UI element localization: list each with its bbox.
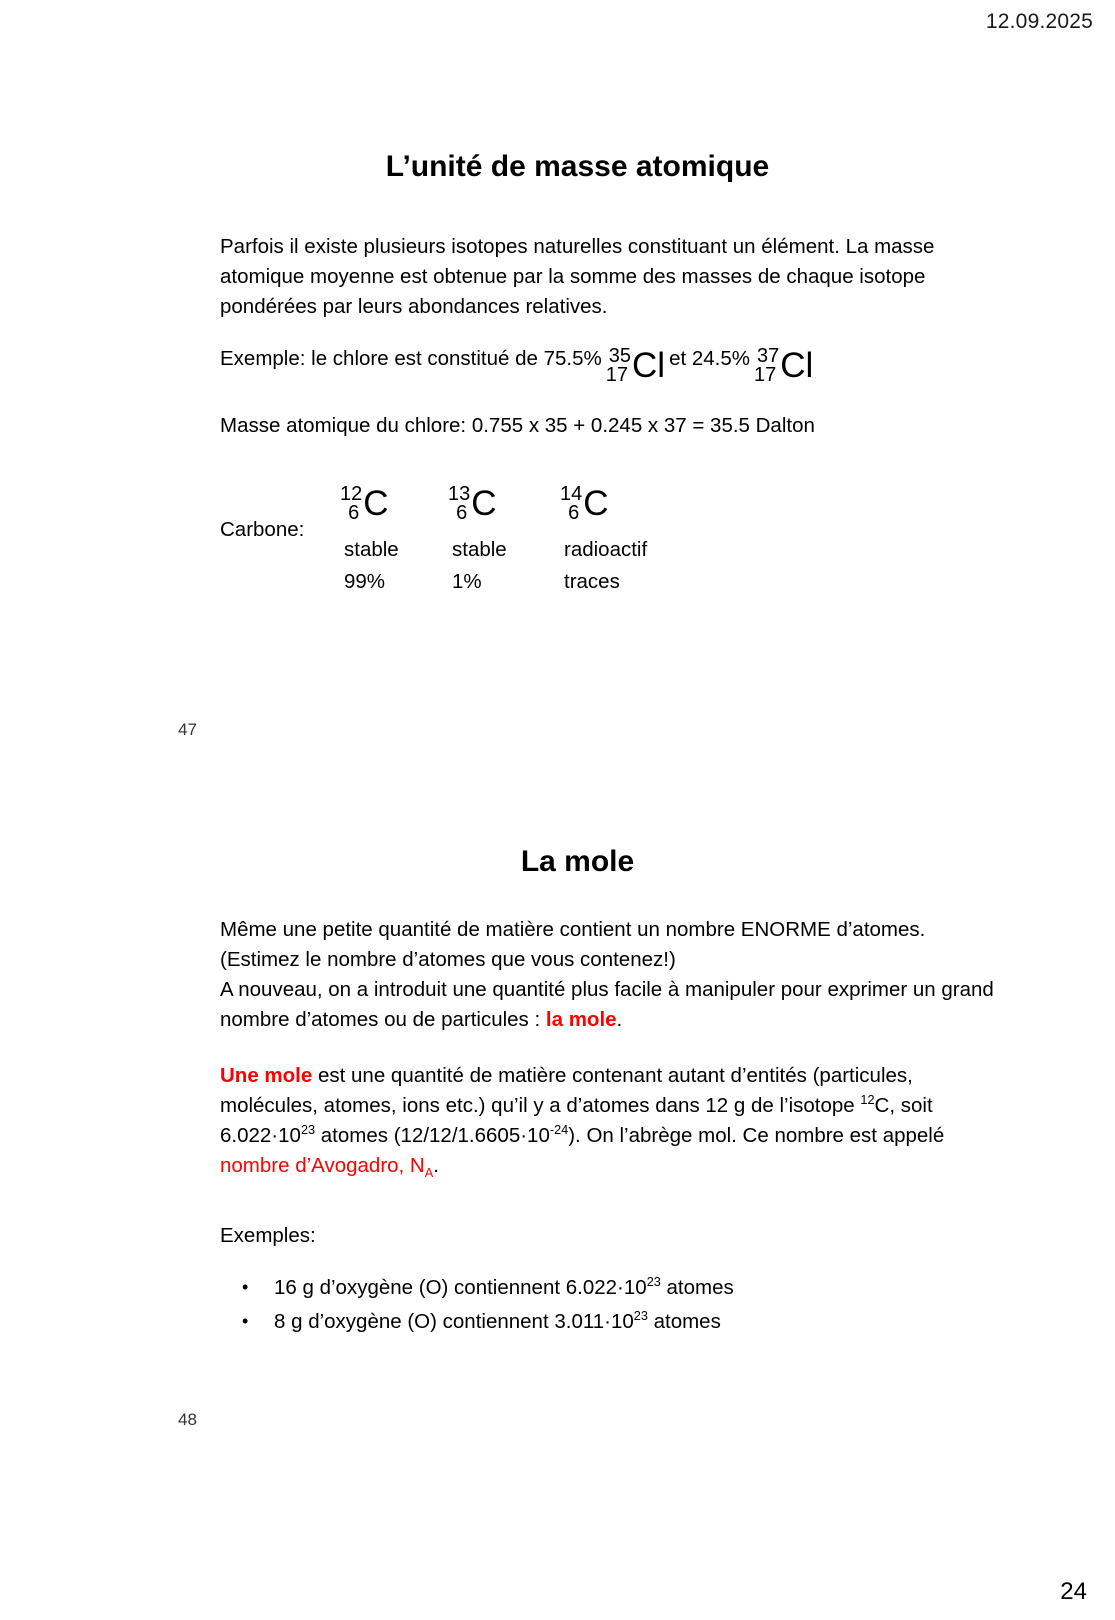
mass-number: 13 — [448, 483, 471, 506]
mole-definition-paragraph — [220, 1061, 995, 1181]
highlight-une-mole: Une mole — [220, 1064, 313, 1087]
carbon-label: Carbone: — [220, 517, 305, 541]
isotope-carbon-12 — [340, 485, 389, 523]
slide-number-48: 48 — [178, 1410, 197, 1429]
document-date: 12.09.2025 — [985, 10, 1093, 33]
carbon-isotope-column-12 — [340, 483, 399, 598]
definition-period: . — [433, 1154, 439, 1177]
examples-list — [220, 1273, 995, 1337]
atomic-number: 6 — [456, 502, 468, 525]
highlight-la-mole: la mole — [545, 1008, 617, 1031]
element-symbol: C — [583, 484, 609, 524]
element-symbol: C — [471, 484, 497, 524]
exponent-23: 23 — [633, 1308, 648, 1324]
definition-text-a: est une quantité de matière contenant autant d’entités (particules, molécules, atomes, ions etc.) qu’il y a d’atomes dans 12 g de l’isotope — [220, 1064, 913, 1117]
example-text-after: atomes — [647, 1310, 721, 1333]
carbon-isotope-column-13 — [448, 483, 507, 598]
carbon-isotopes-row — [220, 483, 995, 613]
isotope-chlorine-35 — [605, 344, 666, 386]
slide-number-47: 47 — [178, 720, 197, 739]
element-symbol: Cl — [632, 345, 666, 385]
mole-intro-line-2-before: A nouveau, on a introduit une quantité plus facile à manipuler pour exprimer un grand nombre d’atomes ou de particules : — [220, 978, 994, 1031]
page-title-slide-1: L’unité de masse atomique — [385, 150, 770, 183]
list-item — [242, 1273, 995, 1303]
example-text-before: 8 g d’oxygène (O) contiennent 3.011·10 — [274, 1310, 634, 1333]
exponent-minus-24: -24 — [549, 1122, 569, 1138]
isotope-carbon-13 — [448, 485, 497, 523]
mass-number: 14 — [560, 483, 583, 506]
atomic-number: 6 — [568, 502, 580, 525]
isotope-numbers — [448, 485, 470, 523]
isotope-numbers — [340, 485, 362, 523]
mass-number: 37 — [756, 344, 780, 367]
chlorine-mass-calculation: Masse atomique du chlore: 0.755 x 35 + 0.245 x 37 = 35.5 Dalton — [220, 413, 815, 437]
mass-number: 35 — [608, 344, 631, 367]
mole-intro-line-2-after: . — [616, 1008, 623, 1031]
chlorine-example-middle: et 24.5% — [669, 347, 750, 370]
intro-paragraph: Parfois il existe plusieurs isotopes naturelles constituant un élément. La masse atomique moyenne est obtenue par la somme des masses de chaque isotope pondérées par leurs abondances relatives. — [220, 235, 935, 318]
mass-number: 12 — [340, 483, 363, 506]
definition-text-d: ). On l’abrège mol. Ce nombre est appelé — [568, 1124, 945, 1147]
exponent-23: 23 — [300, 1122, 316, 1138]
definition-text-b: , soit 6.022·10 — [220, 1094, 933, 1147]
isotope-state: stable — [344, 538, 399, 562]
mole-intro-line-1: Même une petite quantité de matière contient un nombre ENORME d’atomes.(Estimez le nombre d’atomes que vous contenez!) — [220, 918, 926, 971]
definition-text-c: atomes (12/12/1.6605·10 — [315, 1124, 550, 1147]
element-symbol: C — [363, 484, 389, 524]
isotope-symbol-c: C — [874, 1094, 890, 1117]
isotope-numbers — [605, 344, 631, 386]
page-title-slide-2: La mole — [520, 845, 635, 878]
isotope-state: stable — [452, 538, 507, 562]
isotope-numbers — [753, 344, 780, 386]
slide-2-body — [0, 915, 1115, 1337]
examples-label: Exemples: — [220, 1224, 316, 1247]
slide-1-body — [0, 232, 1115, 613]
isotope-numbers — [560, 485, 582, 523]
example-text-before: 16 g d’oxygène (O) contiennent 6.022·10 — [274, 1276, 647, 1299]
exponent-23: 23 — [646, 1274, 661, 1290]
element-symbol: Cl — [780, 345, 814, 385]
avogadro-subscript: A — [424, 1165, 434, 1181]
isotope-carbon-14 — [560, 485, 609, 523]
list-item — [242, 1307, 995, 1337]
isotope-abundance: traces — [564, 570, 620, 594]
slide-la-mole — [0, 845, 1115, 1429]
carbon-isotope-column-14 — [560, 483, 647, 598]
avogadro-label: nombre d’Avogadro, N — [220, 1154, 425, 1177]
atomic-number: 6 — [348, 502, 360, 525]
isotope-superscript-12: 12 — [860, 1092, 875, 1108]
document-page-number: 24 — [1060, 1578, 1087, 1605]
isotope-chlorine-37 — [753, 344, 814, 386]
isotope-abundance: 99% — [344, 570, 386, 594]
isotope-abundance: 1% — [452, 570, 482, 594]
example-text-after: atomes — [660, 1276, 734, 1299]
isotope-state: radioactif — [564, 538, 648, 562]
mole-intro-paragraph — [220, 915, 995, 1035]
atomic-number: 17 — [753, 363, 777, 386]
slide-unite-de-masse-atomique — [0, 150, 1115, 739]
chlorine-example-prefix: Exemple: le chlore est constitué de 75.5% — [220, 347, 602, 370]
atomic-number: 17 — [605, 363, 628, 386]
highlight-nombre-avogadro — [220, 1154, 434, 1181]
chlorine-example-line — [220, 344, 995, 385]
